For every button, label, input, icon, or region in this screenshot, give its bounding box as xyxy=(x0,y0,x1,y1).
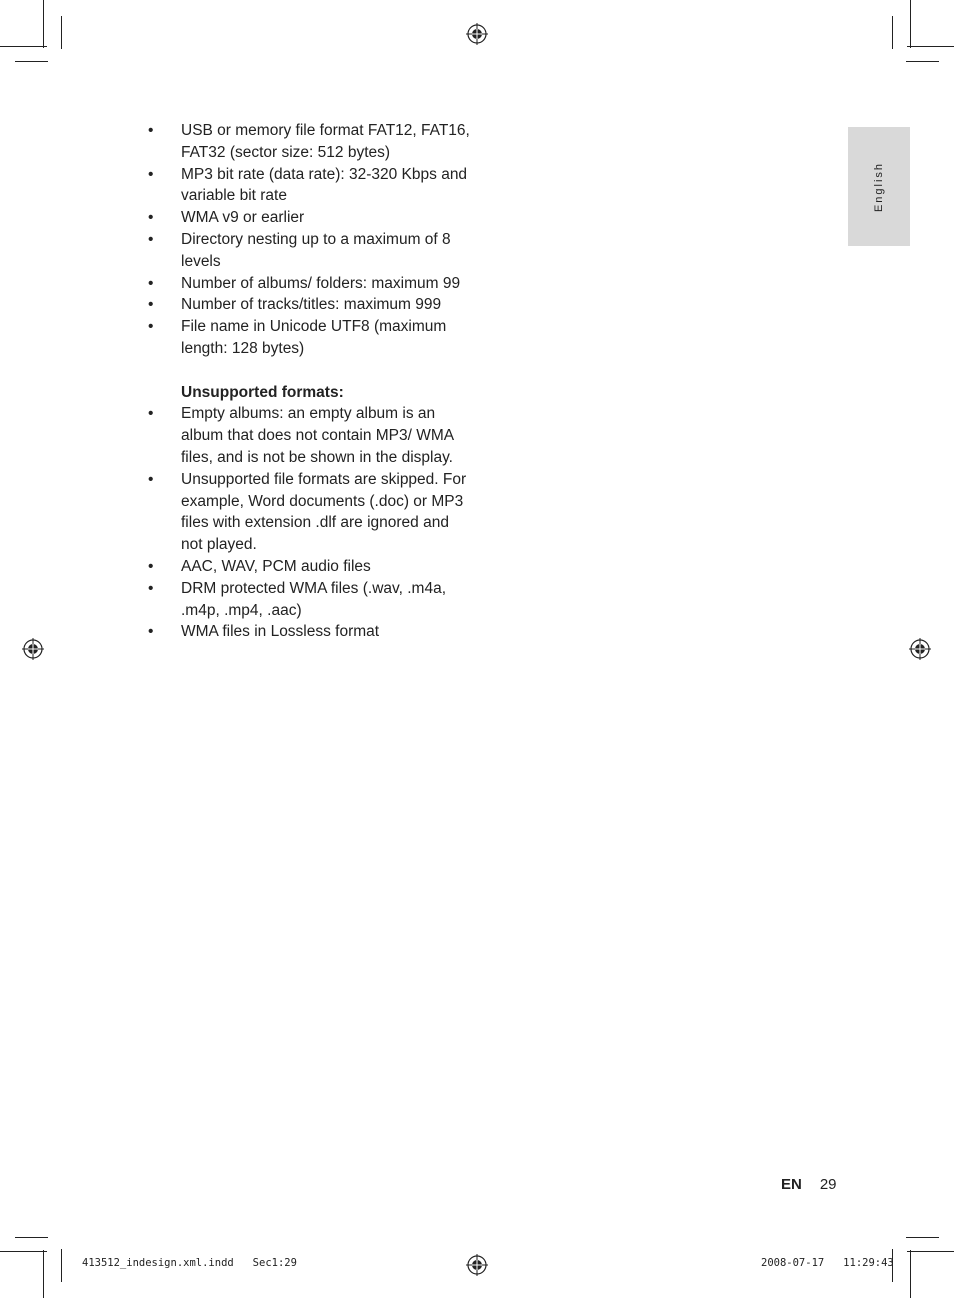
bullet-icon: • xyxy=(148,470,154,488)
list-item-text: USB or memory file format FAT12, FAT16, FAT32 (sector size: 512 bytes) xyxy=(181,122,470,161)
bullet-icon: • xyxy=(148,209,154,227)
list-item xyxy=(140,273,470,295)
list-item xyxy=(140,556,470,578)
list-item-text: Unsupported file formats are skipped. For example, Word documents (.doc) or MP3 files with extension .dlf are ignored and not played. xyxy=(181,470,467,554)
list-item-text: AAC, WAV, PCM audio files xyxy=(181,557,371,575)
unsupported-formats-heading: Unsupported formats: xyxy=(181,383,344,401)
list-item xyxy=(140,578,470,622)
bullet-icon: • xyxy=(148,623,154,641)
crop-mark xyxy=(0,46,47,47)
language-tab-label: English xyxy=(873,161,885,212)
list-item xyxy=(140,294,470,316)
bullet-icon: • xyxy=(148,405,154,423)
list-item-text: File name in Unicode UTF8 (maximum length: 128 bytes) xyxy=(181,318,447,357)
slug-file-info: 413512_indesign.xml.indd Sec1:29 xyxy=(82,1257,297,1269)
bullet-icon: • xyxy=(148,318,154,336)
page-number: 29 xyxy=(819,1176,837,1193)
crop-mark xyxy=(910,0,911,48)
crop-mark xyxy=(907,1251,954,1252)
list-item xyxy=(140,621,470,643)
supported-specs-list xyxy=(140,120,470,360)
list-item-text: WMA files in Lossless format xyxy=(181,623,380,641)
page-footer xyxy=(781,1176,837,1193)
list-item-text: Number of tracks/titles: maximum 999 xyxy=(181,296,442,314)
language-code: EN xyxy=(781,1176,802,1193)
crop-mark xyxy=(892,16,893,49)
specs-content xyxy=(140,120,470,643)
language-side-tab xyxy=(848,127,910,246)
crop-mark xyxy=(15,1237,48,1238)
list-item xyxy=(140,469,470,556)
crop-mark xyxy=(906,1237,939,1238)
bullet-icon: • xyxy=(148,122,154,139)
list-item-text: DRM protected WMA files (.wav, .m4a, .m4p, .mp4, .aac) xyxy=(181,579,446,619)
bullet-icon: • xyxy=(148,579,154,597)
registration-mark-icon xyxy=(909,638,931,660)
list-item xyxy=(140,164,470,208)
crop-mark xyxy=(910,1250,911,1298)
registration-mark-icon xyxy=(466,23,488,45)
list-item xyxy=(140,403,470,468)
bullet-icon: • xyxy=(148,165,154,183)
crop-mark xyxy=(907,46,954,47)
crop-mark xyxy=(43,1250,44,1298)
slug-timestamp: 2008-07-17 11:29:43 xyxy=(761,1257,894,1269)
list-item-text: Empty albums: an empty album is an album that does not contain MP3/ WMA files, and is not be shown in the display. xyxy=(181,405,454,466)
crop-mark xyxy=(61,1249,62,1282)
crop-mark xyxy=(15,61,48,62)
list-item-text: Directory nesting up to a maximum of 8 levels xyxy=(181,230,451,270)
crop-mark xyxy=(906,61,939,62)
list-item xyxy=(140,207,470,229)
registration-mark-icon xyxy=(22,638,44,660)
unsupported-formats-list xyxy=(140,403,470,643)
list-item-text: WMA v9 or earlier xyxy=(181,209,305,227)
crop-mark xyxy=(0,1251,47,1252)
list-item xyxy=(140,316,470,360)
bullet-icon: • xyxy=(148,274,154,292)
bullet-icon: • xyxy=(148,296,154,314)
list-item xyxy=(140,229,470,273)
registration-mark-icon xyxy=(466,1254,488,1276)
list-item-text: MP3 bit rate (data rate): 32-320 Kbps and variable bit rate xyxy=(181,165,468,205)
crop-mark xyxy=(43,0,44,48)
list-item xyxy=(140,120,470,164)
list-item-text: Number of albums/ folders: maximum 99 xyxy=(181,274,461,292)
bullet-icon: • xyxy=(148,230,154,248)
bullet-icon: • xyxy=(148,557,154,575)
crop-mark xyxy=(61,16,62,49)
